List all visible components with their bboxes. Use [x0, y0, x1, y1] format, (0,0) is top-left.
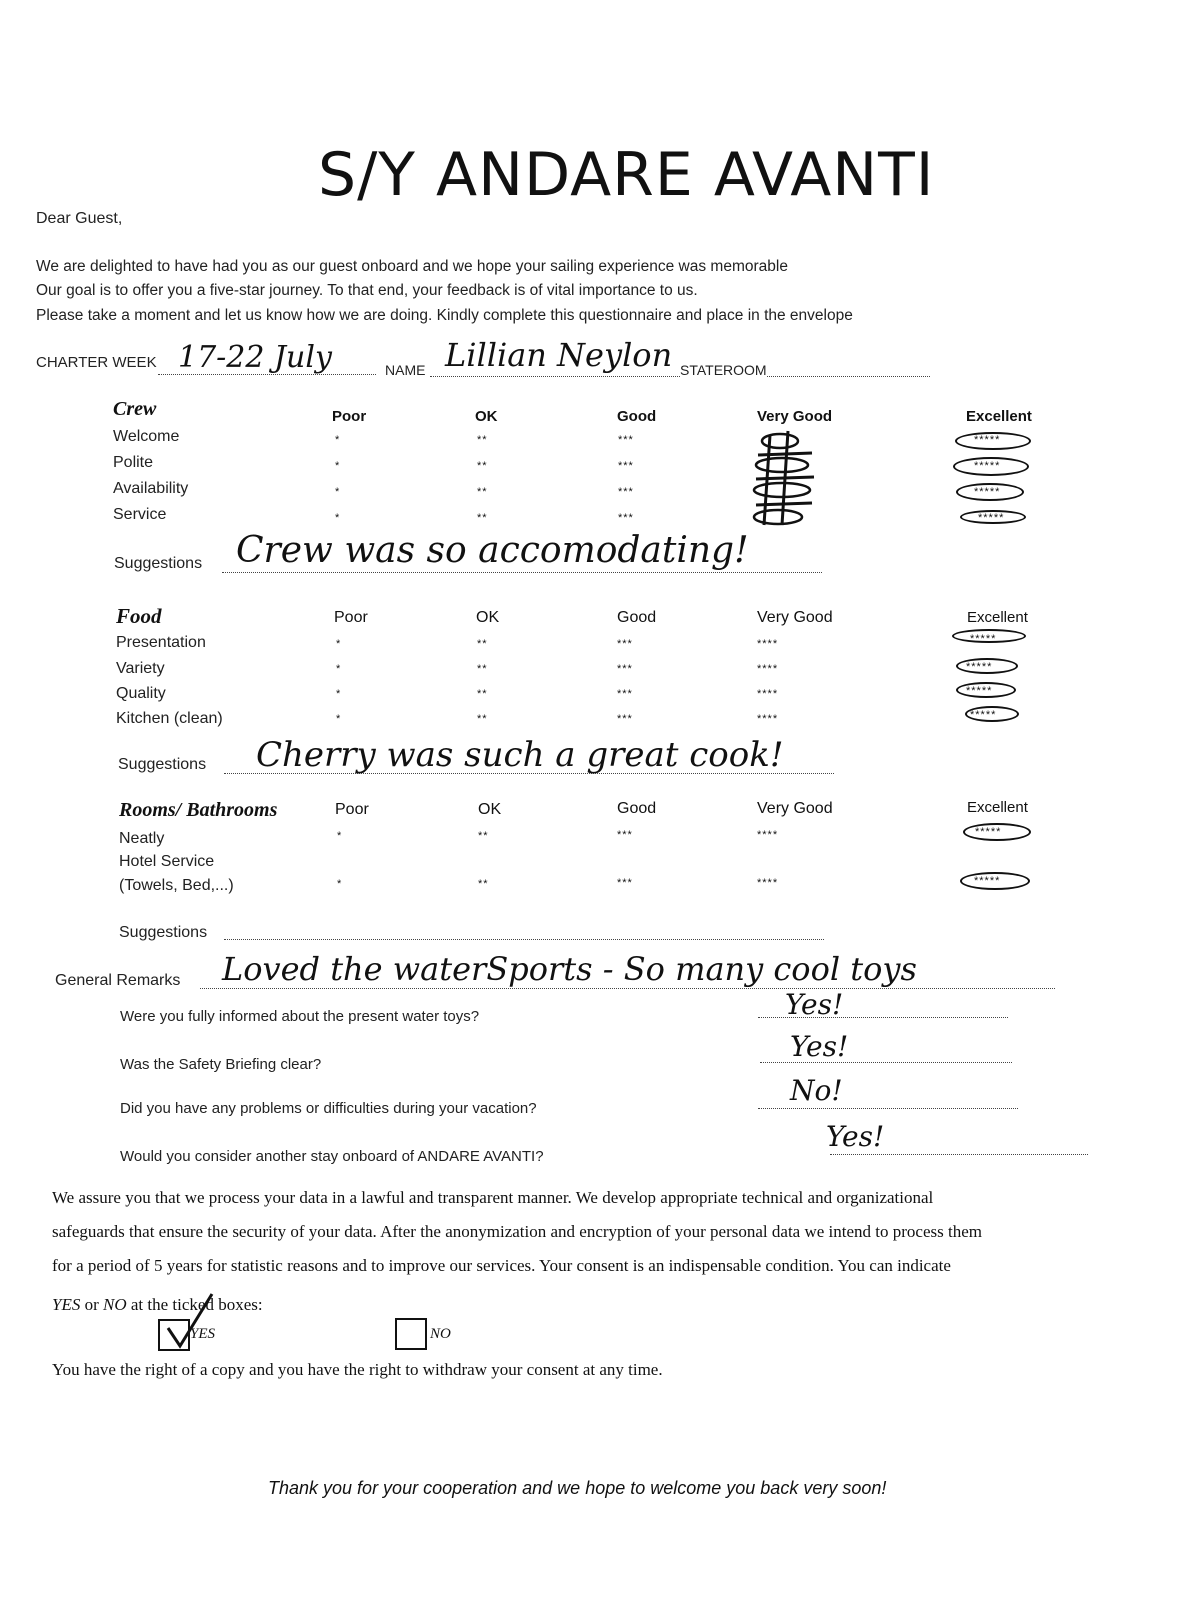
- privacy-rest: at the ticked boxes:: [130, 1295, 263, 1314]
- rooms-neatly-poor[interactable]: *: [337, 830, 343, 842]
- crew-availability-poor[interactable]: *: [335, 486, 341, 498]
- closing-text: Thank you for your cooperation and we hope to welcome you back very soon!: [268, 1478, 887, 1498]
- rooms-neatly-excellent-circle: [963, 823, 1031, 841]
- privacy-line-4: [52, 1295, 263, 1315]
- name-label: NAME: [385, 362, 426, 378]
- food-col-excellent: Excellent: [967, 609, 1028, 626]
- food-item-kitchen: Kitchen (clean): [116, 710, 223, 727]
- general-remarks-value[interactable]: Loved the waterSports - So many cool toys: [222, 950, 917, 988]
- rooms-towels-poor[interactable]: *: [337, 878, 343, 890]
- food-presentation-good[interactable]: ***: [617, 638, 633, 650]
- crew-verygood-scribble: [752, 425, 822, 530]
- food-variety-ok[interactable]: **: [477, 663, 488, 675]
- food-variety-excellent[interactable]: *****: [966, 661, 993, 673]
- crew-welcome-good[interactable]: ***: [618, 434, 634, 446]
- rooms-towels-verygood[interactable]: ****: [757, 877, 779, 889]
- food-kitchen-verygood[interactable]: ****: [757, 713, 779, 725]
- rooms-col-excellent: Excellent: [967, 799, 1028, 816]
- consent-yes-label: YES: [190, 1326, 216, 1342]
- rooms-item-towels: (Towels, Bed,...): [119, 877, 234, 894]
- charter-week-label: CHARTER WEEK: [36, 354, 157, 371]
- crew-polite-excellent-circle: [953, 457, 1029, 476]
- crew-service-good[interactable]: ***: [618, 512, 634, 524]
- food-variety-poor[interactable]: *: [336, 663, 342, 675]
- crew-item-welcome: Welcome: [113, 428, 180, 445]
- privacy-line-2: safeguards that ensure the security of your data. After the anonymization and encryption of your personal data we intend to process them: [52, 1222, 982, 1241]
- rooms-item-neatly: Neatly: [119, 830, 165, 847]
- food-kitchen-ok[interactable]: **: [477, 713, 488, 725]
- general-remarks-line: [200, 988, 1055, 989]
- question-4: Would you consider another stay onboard of ANDARE AVANTI?: [120, 1148, 544, 1165]
- crew-col-verygood: Very Good: [757, 408, 833, 425]
- crew-item-service: Service: [113, 506, 167, 523]
- question-3: Did you have any problems or difficulties during your vacation?: [120, 1100, 537, 1117]
- crew-col-excellent: Excellent: [966, 408, 1032, 425]
- rooms-neatly-verygood[interactable]: ****: [757, 829, 779, 841]
- crew-welcome-poor[interactable]: *: [335, 434, 341, 446]
- crew-polite-good[interactable]: ***: [618, 460, 634, 472]
- crew-polite-ok[interactable]: **: [477, 460, 488, 472]
- form-title: S/Y ANDARE AVANTI: [318, 140, 935, 210]
- rights-text: You have the right of a copy and you have the right to withdraw your consent at any time.: [52, 1360, 663, 1379]
- privacy-or-word: or: [84, 1295, 99, 1314]
- crew-item-polite: Polite: [113, 454, 154, 471]
- charter-week-value[interactable]: 17-22 July: [178, 340, 332, 375]
- food-col-verygood: Very Good: [757, 609, 833, 626]
- section-crew-title: Crew: [113, 398, 157, 420]
- rooms-col-ok: OK: [478, 801, 502, 818]
- crew-welcome-excellent[interactable]: *****: [974, 434, 1001, 446]
- answer-2[interactable]: Yes!: [790, 1030, 849, 1063]
- food-item-variety: Variety: [116, 660, 165, 677]
- crew-suggestions-line: [222, 572, 822, 573]
- crew-availability-excellent-circle: [956, 483, 1024, 501]
- crew-suggestions-value[interactable]: Crew was so accomodating!: [236, 530, 749, 571]
- food-kitchen-poor[interactable]: *: [336, 713, 342, 725]
- rooms-towels-excellent-circle: [960, 872, 1030, 890]
- crew-service-poor[interactable]: *: [335, 512, 341, 524]
- question-2: Was the Safety Briefing clear?: [120, 1056, 322, 1073]
- crew-service-excellent[interactable]: *****: [978, 512, 1005, 524]
- privacy-line-1: We assure you that we process your data in a lawful and transparent manner. We develop appropriate technical and organizational: [52, 1188, 934, 1207]
- crew-welcome-excellent-circle: [955, 432, 1031, 450]
- food-item-presentation: Presentation: [116, 634, 206, 651]
- rooms-suggestions-line: [224, 939, 824, 940]
- food-variety-good[interactable]: ***: [617, 663, 633, 675]
- food-suggestions-label: Suggestions: [118, 756, 207, 773]
- food-suggestions-value[interactable]: Cherry was such a great cook!: [256, 735, 784, 775]
- rooms-neatly-excellent[interactable]: *****: [975, 826, 1002, 838]
- crew-suggestions-label: Suggestions: [114, 555, 203, 572]
- food-variety-excellent-circle: [956, 658, 1018, 674]
- privacy-line-3: for a period of 5 years for statistic reasons and to improve our services. Your consent is an indispensable condition. You can indicate: [52, 1256, 951, 1275]
- answer-4[interactable]: Yes!: [826, 1120, 885, 1153]
- crew-polite-poor[interactable]: *: [335, 460, 341, 472]
- food-presentation-poor[interactable]: *: [336, 638, 342, 650]
- food-quality-poor[interactable]: *: [336, 688, 342, 700]
- crew-col-poor: Poor: [332, 408, 367, 425]
- crew-item-availability: Availability: [113, 480, 189, 497]
- food-col-ok: OK: [476, 609, 500, 626]
- food-kitchen-excellent-circle: [965, 706, 1019, 722]
- food-quality-ok[interactable]: **: [477, 688, 488, 700]
- rooms-item-hotel-service: Hotel Service: [119, 853, 215, 870]
- rooms-col-verygood: Very Good: [757, 800, 833, 817]
- general-remarks-label: General Remarks: [55, 972, 181, 989]
- section-food-title: Food: [116, 604, 162, 628]
- question-1: Were you fully informed about the present water toys?: [120, 1008, 480, 1025]
- food-kitchen-excellent[interactable]: *****: [970, 709, 997, 721]
- crew-service-excellent-circle: [960, 510, 1026, 524]
- food-quality-verygood[interactable]: ****: [757, 688, 779, 700]
- check-icon: [166, 1292, 216, 1352]
- rooms-col-poor: Poor: [335, 801, 369, 818]
- crew-col-good: Good: [617, 408, 657, 425]
- answer-1[interactable]: Yes!: [785, 988, 844, 1021]
- rooms-towels-good[interactable]: ***: [617, 877, 633, 889]
- rooms-neatly-good[interactable]: ***: [617, 829, 633, 841]
- consent-no-label: NO: [430, 1326, 451, 1342]
- crew-availability-good[interactable]: ***: [618, 486, 634, 498]
- consent-no-checkbox[interactable]: [395, 1318, 427, 1350]
- rooms-col-good: Good: [617, 800, 657, 817]
- stateroom-label: STATEROOM: [680, 362, 767, 378]
- crew-availability-ok[interactable]: **: [477, 486, 488, 498]
- food-presentation-excellent-circle: [952, 629, 1026, 643]
- rooms-towels-ok[interactable]: **: [478, 878, 489, 890]
- greeting: Dear Guest,: [36, 210, 123, 227]
- food-kitchen-good[interactable]: ***: [617, 713, 633, 725]
- food-quality-excellent[interactable]: *****: [966, 685, 993, 697]
- answer-4-line: [830, 1154, 1088, 1155]
- rooms-towels-excellent[interactable]: *****: [974, 875, 1001, 887]
- crew-polite-excellent[interactable]: *****: [974, 460, 1001, 472]
- intro-line-1: We are delighted to have had you as our guest onboard and we hope your sailing experience was memorable: [36, 258, 788, 275]
- food-quality-excellent-circle: [956, 682, 1016, 698]
- food-presentation-ok[interactable]: **: [477, 638, 488, 650]
- crew-availability-excellent[interactable]: *****: [974, 486, 1001, 498]
- name-value[interactable]: Lillian Neylon: [445, 336, 673, 374]
- crew-service-ok[interactable]: **: [477, 512, 488, 524]
- food-variety-verygood[interactable]: ****: [757, 663, 779, 675]
- crew-col-ok: OK: [475, 408, 498, 425]
- food-presentation-verygood[interactable]: ****: [757, 638, 779, 650]
- crew-welcome-ok[interactable]: **: [477, 434, 488, 446]
- answer-3[interactable]: No!: [790, 1074, 843, 1107]
- privacy-no-word: NO: [103, 1295, 127, 1314]
- answer-3-line: [758, 1108, 1018, 1109]
- food-quality-good[interactable]: ***: [617, 688, 633, 700]
- privacy-yes-word: YES: [52, 1295, 81, 1314]
- rooms-suggestions-label: Suggestions: [119, 924, 208, 941]
- intro-line-3: Please take a moment and let us know how we are doing. Kindly complete this questionnaire and place in the envelope: [36, 307, 853, 324]
- food-col-good: Good: [617, 609, 657, 626]
- rooms-neatly-ok[interactable]: **: [478, 830, 489, 842]
- intro-line-2: Our goal is to offer you a five-star journey. To that end, your feedback is of vital importance to us.: [36, 282, 698, 299]
- section-rooms-title: Rooms/ Bathrooms: [119, 799, 278, 821]
- food-item-quality: Quality: [116, 685, 166, 702]
- food-col-poor: Poor: [334, 609, 368, 626]
- food-presentation-excellent[interactable]: *****: [970, 633, 997, 645]
